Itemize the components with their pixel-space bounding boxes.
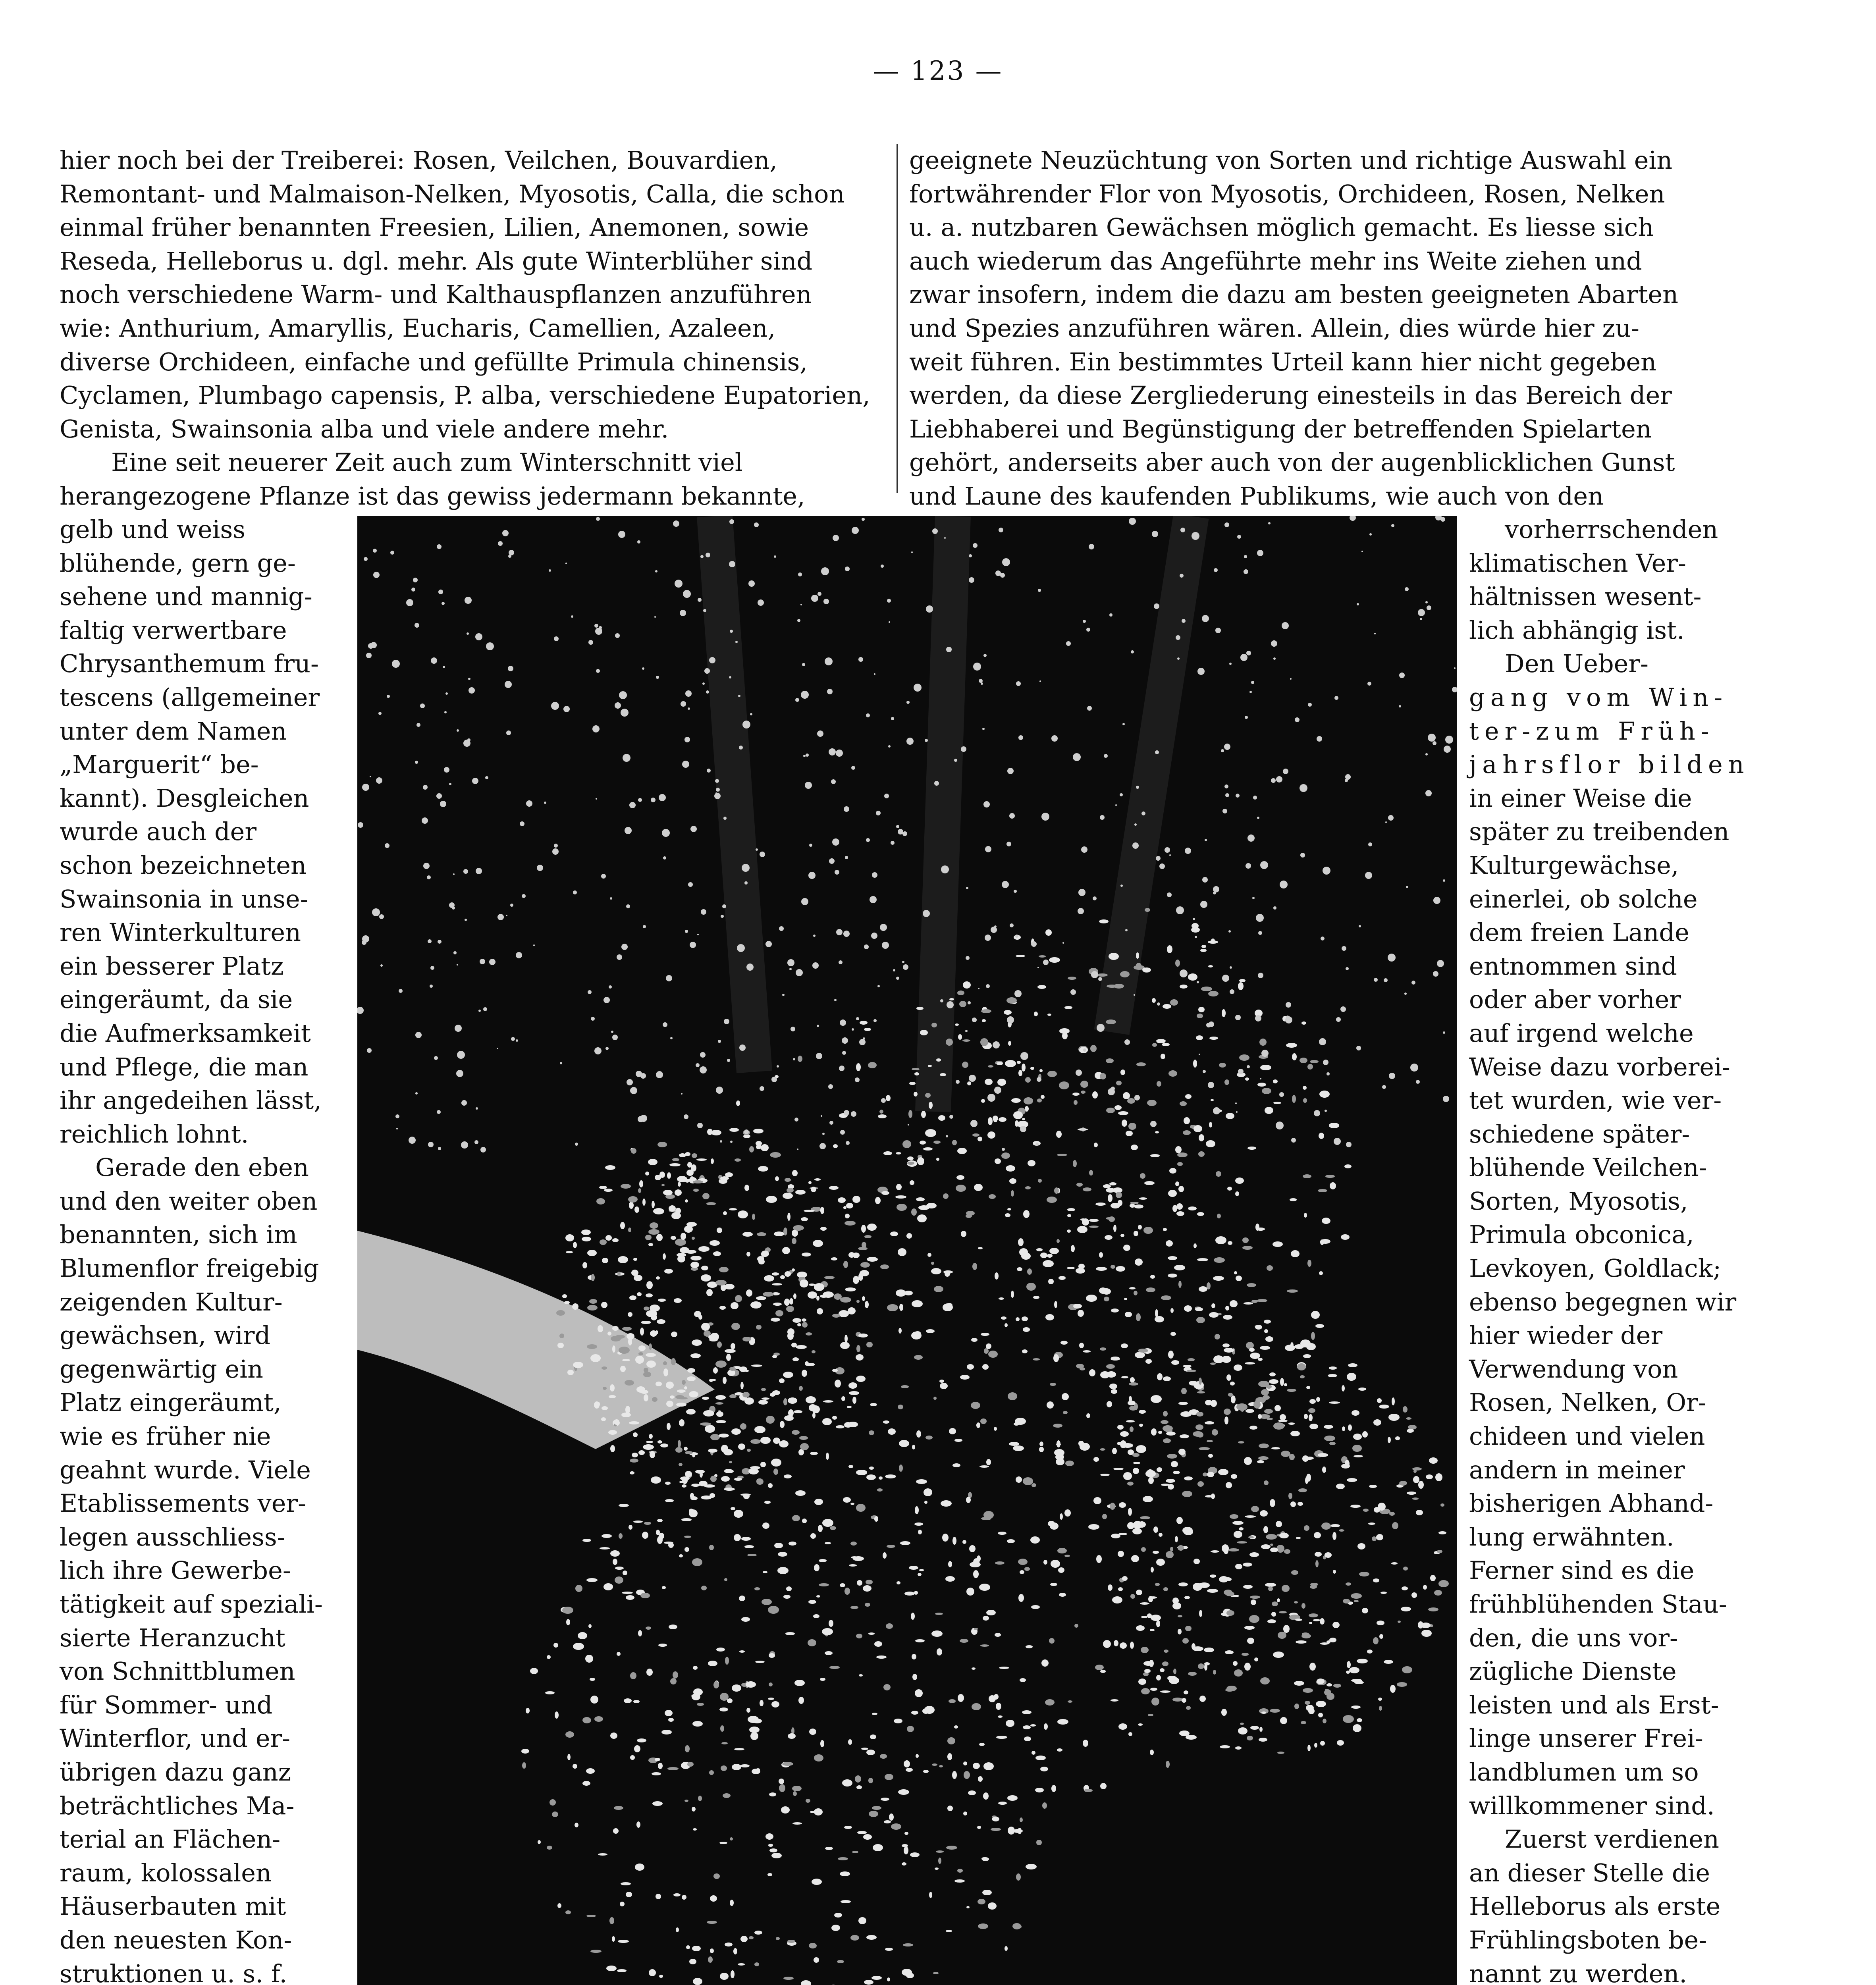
text-line: vorherrschenden [1505, 515, 1718, 544]
text-line: Primula obconica, [1469, 1220, 1694, 1249]
text-line: zeigenden Kultur- [60, 1287, 283, 1316]
text-line: ter-zum Früh- [1469, 716, 1715, 746]
text-line: reichlich lohnt. [60, 1119, 249, 1149]
text-line: den neuesten Kon- [60, 1925, 292, 1954]
text-line: nannt zu werden. [1469, 1959, 1687, 1985]
text-line: leisten und als Erst- [1469, 1690, 1719, 1719]
text-line: geahnt wurde. Viele [60, 1455, 311, 1484]
text-line: raum, kolossalen [60, 1858, 272, 1887]
text-line: werden, da diese Zergliederung einesteils in das Bereich der [909, 381, 1672, 410]
text-line: ren Winterkulturen [60, 918, 301, 947]
text-line: den, die uns vor- [1469, 1623, 1678, 1652]
text-line: Kulturgewächse, [1469, 850, 1679, 880]
text-line: und Spezies anzuführen wären. Allein, dies würde hier zu- [909, 313, 1639, 343]
text-line: und den weiter oben [60, 1186, 318, 1216]
text-line: klimatischen Ver- [1469, 548, 1686, 578]
text-line: Helleborus als erste [1469, 1892, 1721, 1921]
text-line: die Aufmerksamkeit [60, 1018, 311, 1048]
text-line: willkommener sind. [1469, 1791, 1715, 1820]
text-line: sehene und mannig- [60, 582, 312, 611]
text-line: Ferner sind es die [1469, 1556, 1695, 1585]
text-line: später zu treibenden [1469, 817, 1729, 846]
text-line: hier noch bei der Treiberei: Rosen, Veilchen, Bouvardien, [60, 146, 777, 175]
text-line: linge unserer Frei- [1469, 1724, 1703, 1753]
text-line: frühblühenden Stau- [1469, 1590, 1727, 1619]
text-line: eingeräumt, da sie [60, 985, 293, 1014]
text-line: oder aber vorher [1469, 985, 1681, 1014]
text-line: und Laune des kaufenden Publikums, wie auch von den [909, 481, 1604, 511]
text-line: Häuserbauten mit [60, 1892, 286, 1921]
text-line: struktionen u. s. f. [60, 1959, 287, 1985]
text-line: in einer Weise die [1469, 783, 1692, 813]
text-line: ein besserer Platz [60, 951, 284, 981]
text-line: Den Ueber- [1505, 649, 1648, 678]
photo-illustration [357, 516, 1457, 1985]
text-line: lich abhängig ist. [1469, 615, 1685, 645]
text-line: Sorten, Myosotis, [1469, 1186, 1688, 1216]
text-line: landblumen um so [1469, 1757, 1699, 1786]
column-divider [897, 144, 898, 493]
text-line: faltig verwertbare [60, 615, 287, 645]
text-line: unter dem Namen [60, 716, 287, 746]
text-line: gehört, anderseits aber auch von der augenblicklichen Gunst [909, 448, 1675, 477]
text-block-left-top [60, 144, 885, 513]
text-line: Liebhaberei und Begünstigung der betreffenden Spielarten [909, 414, 1652, 443]
text-line: tet wurden, wie ver- [1469, 1086, 1722, 1115]
text-line: weit führen. Ein bestimmtes Urteil kann hier nicht gegeben [909, 347, 1656, 376]
text-line: entnommen sind [1469, 951, 1677, 981]
text-line: und Pflege, die man [60, 1052, 308, 1081]
text-line: schon bezeichneten [60, 850, 307, 880]
text-block-right-narrow [1469, 513, 1750, 1985]
text-line: schiedene später- [1469, 1119, 1690, 1149]
text-line: Remontant- und Malmaison-Nelken, Myosotis, Calla, die schon [60, 179, 845, 208]
text-line: Etablissements ver- [60, 1489, 306, 1518]
text-line: diverse Orchideen, einfache und gefüllte Primula chinensis, [60, 347, 808, 376]
text-line: wie es früher nie [60, 1422, 271, 1451]
text-line: Cyclamen, Plumbago capensis, P. alba, verschiedene Eupatorien, [60, 381, 870, 410]
text-line: ihr angedeihen lässt, [60, 1086, 322, 1115]
text-line: Blumenflor freigebig [60, 1254, 319, 1283]
text-line: fortwährender Flor von Myosotis, Orchideen, Rosen, Nelken [909, 179, 1665, 208]
text-line: Platz eingeräumt, [60, 1388, 281, 1417]
text-line: Levkoyen, Goldlack; [1469, 1254, 1722, 1283]
text-line: kannt). Desgleichen [60, 783, 309, 813]
text-line: u. a. nutzbaren Gewächsen möglich gemacht. Es liesse sich [909, 213, 1654, 242]
text-line: hier wieder der [1469, 1321, 1663, 1350]
text-line: geeignete Neuzüchtung von Sorten und richtige Auswahl ein [909, 146, 1673, 175]
text-line: Gerade den eben [95, 1153, 309, 1182]
text-line: zwar insofern, indem die dazu am besten geeigneten Abarten [909, 280, 1679, 309]
text-line: tätigkeit auf speziali- [60, 1590, 323, 1619]
text-block-left-narrow [60, 513, 345, 1985]
text-line: Chrysanthemum fru- [60, 649, 319, 678]
text-line: andern in meiner [1469, 1455, 1685, 1484]
text-line: Zuerst verdienen [1505, 1825, 1719, 1854]
text-line: terial an Flächen- [60, 1825, 281, 1854]
text-line: ebenso begegnen wir [1469, 1287, 1737, 1316]
text-line: Eine seit neuerer Zeit auch zum Winterschnitt viel [111, 448, 743, 477]
text-line: jahrsflor bilden [1469, 750, 1750, 779]
text-line: Winterflor, und er- [60, 1724, 291, 1753]
text-line: einmal früher benannten Freesien, Lilien, Anemonen, sowie [60, 213, 809, 242]
text-line: auf irgend welche [1469, 1018, 1694, 1048]
text-line: von Schnittblumen [60, 1657, 295, 1686]
text-line: sierte Heranzucht [60, 1623, 285, 1652]
text-line: herangezogene Pflanze ist das gewiss jedermann bekannte, [60, 481, 805, 511]
text-line: Verwendung von [1469, 1354, 1678, 1384]
text-line: Frühlingsboten be- [1469, 1925, 1707, 1954]
text-line: gelb und weiss [60, 515, 246, 544]
text-line: „Marguerit“ be- [60, 750, 259, 779]
text-line: lung erwähnten. [1469, 1522, 1674, 1551]
text-line: gewächsen, wird [60, 1321, 271, 1350]
text-line: wurde auch der [60, 817, 256, 846]
text-line: Weise dazu vorberei- [1469, 1052, 1730, 1081]
text-line: einerlei, ob solche [1469, 884, 1698, 913]
page-number: — 123 — [873, 56, 1003, 86]
text-line: blühende Veilchen- [1469, 1153, 1707, 1182]
text-line: Genista, Swainsonia alba und viele andere mehr. [60, 414, 669, 443]
text-line: benannten, sich im [60, 1220, 297, 1249]
text-line: zügliche Dienste [1469, 1657, 1677, 1686]
text-line: legen ausschliess- [60, 1522, 285, 1551]
text-line: beträchtliches Ma- [60, 1791, 295, 1820]
text-line: gegenwärtig ein [60, 1354, 263, 1384]
text-line: noch verschiedene Warm- und Kalthauspflanzen anzuführen [60, 280, 812, 309]
text-line: für Sommer- und [60, 1690, 273, 1719]
text-line: chideen und vielen [1469, 1422, 1705, 1451]
text-line: dem freien Lande [1469, 918, 1689, 947]
text-line: an dieser Stelle die [1469, 1858, 1710, 1887]
text-line: übrigen dazu ganz [60, 1757, 291, 1786]
text-line: hältnissen wesent- [1469, 582, 1702, 611]
text-line: lich ihre Gewerbe- [60, 1556, 291, 1585]
text-line: Swainsonia in unse- [60, 884, 308, 913]
text-block-right-top [909, 144, 1743, 513]
text-line: tescens (allgemeiner [60, 682, 320, 712]
text-line: blühende, gern ge- [60, 548, 296, 578]
text-line: auch wiederum das Angeführte mehr ins Weite ziehen und [909, 246, 1642, 276]
text-line: bisherigen Abhand- [1469, 1489, 1714, 1518]
text-line: gang vom Win- [1469, 682, 1728, 712]
text-line: Reseda, Helleborus u. dgl. mehr. Als gute Winterblüher sind [60, 246, 813, 276]
text-line: wie: Anthurium, Amaryllis, Eucharis, Camellien, Azaleen, [60, 313, 776, 343]
text-line: Rosen, Nelken, Or- [1469, 1388, 1706, 1417]
photograph-cytisus-aubrietia [357, 516, 1457, 1985]
